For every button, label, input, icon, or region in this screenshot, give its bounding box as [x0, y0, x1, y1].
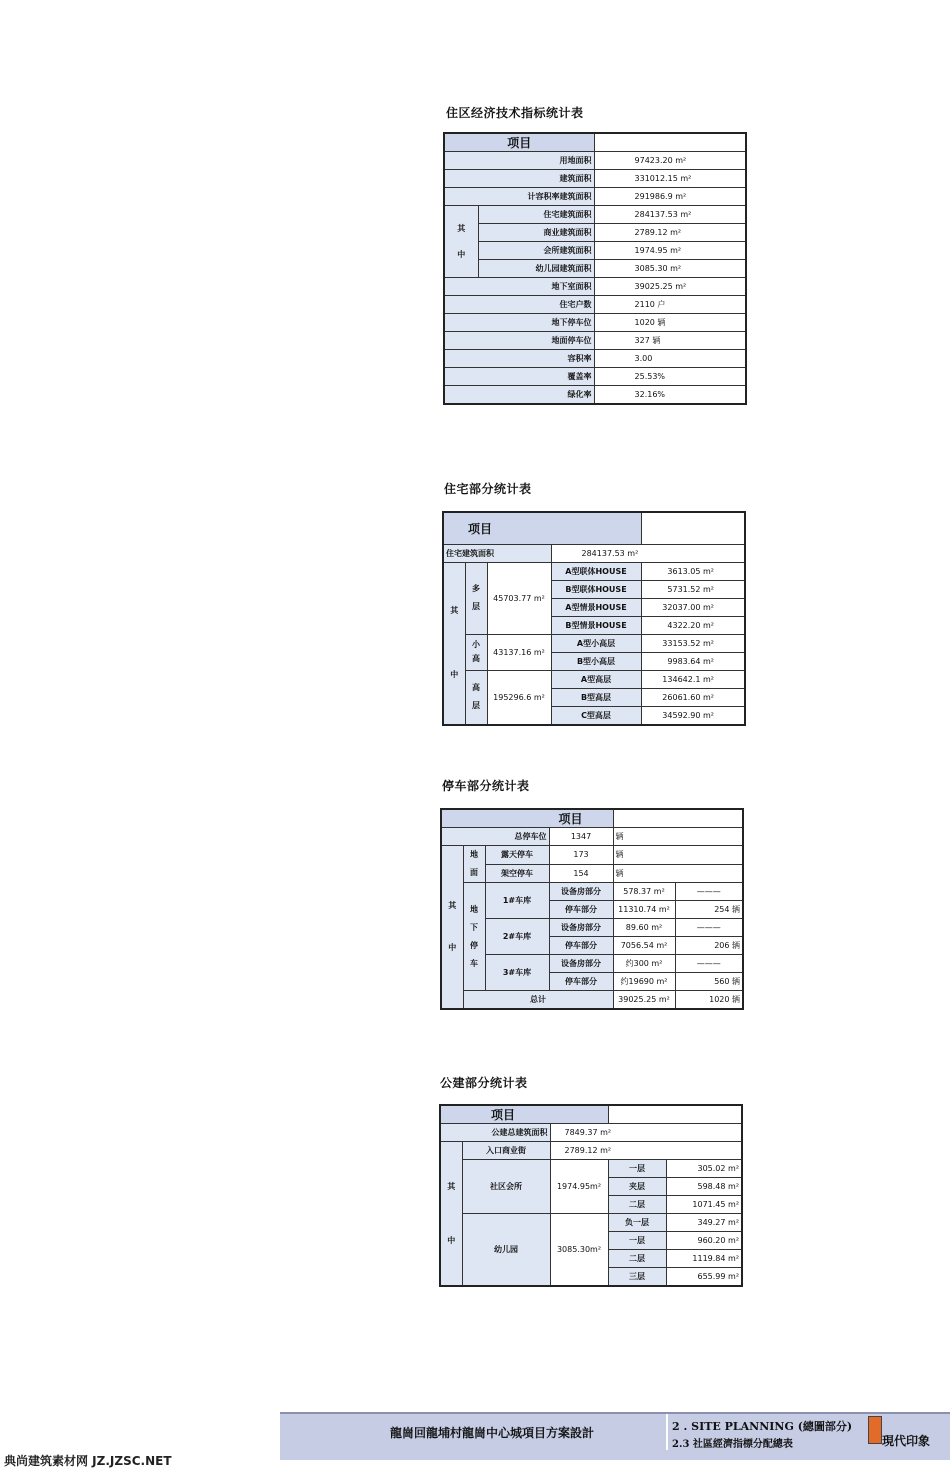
- floor-label: 二层: [608, 1196, 666, 1214]
- residential-table: [442, 511, 746, 726]
- equip-label: 设备房部分: [549, 919, 613, 937]
- equip-label: 设备房部分: [549, 955, 613, 973]
- item-value: 5731.52 m²: [641, 580, 745, 598]
- equip-value: 约300 m²: [613, 955, 675, 973]
- item-label: A型小高层: [551, 634, 641, 652]
- group-name: 多 层: [465, 562, 487, 634]
- row-label: 建筑面积: [444, 170, 594, 188]
- underground-label: 地 下 停 车: [463, 883, 485, 991]
- floor-label: 二层: [608, 1250, 666, 1268]
- header-blank: [613, 809, 743, 828]
- row-label: 计容积率建筑面积: [444, 188, 594, 206]
- floor-value: 598.48 m²: [666, 1178, 742, 1196]
- item-label: A型高层: [551, 670, 641, 688]
- floor-label: 负一层: [608, 1214, 666, 1232]
- row-label: 地下停车位: [444, 314, 594, 332]
- shop-label: 入口商业街: [462, 1142, 550, 1160]
- row-label: 覆盖率: [444, 368, 594, 386]
- group-area: 43137.16 m²: [487, 634, 551, 670]
- row-label: 露天停车: [485, 846, 549, 865]
- item-value: 4322.20 m²: [641, 616, 745, 634]
- item-value: 32037.00 m²: [641, 598, 745, 616]
- floor-value: 655.99 m²: [666, 1268, 742, 1287]
- floor-value: 960.20 m²: [666, 1232, 742, 1250]
- lot-label: 1#车库: [485, 883, 549, 919]
- parking-table: [440, 808, 744, 1010]
- group-name: 高 层: [465, 670, 487, 725]
- row-value: 154: [549, 864, 613, 883]
- club-label: 社区会所: [462, 1160, 550, 1214]
- item-label: B型高层: [551, 688, 641, 706]
- park-label: 停车部分: [549, 937, 613, 955]
- header-blank: [641, 512, 745, 544]
- dash: ———: [675, 919, 743, 937]
- total-label: 总停车位: [441, 828, 549, 846]
- row-label: 住宅户数: [444, 296, 594, 314]
- row-label: 用地面积: [444, 152, 594, 170]
- economic-indicators-table: [443, 132, 747, 405]
- equip-value: 578.37 m²: [613, 883, 675, 901]
- row-value: 1020 辆: [594, 314, 746, 332]
- item-label: B型联体HOUSE: [551, 580, 641, 598]
- total-label: 公建总建筑面积: [440, 1124, 550, 1142]
- row-label: 住宅建筑面积: [478, 206, 594, 224]
- floor-label: 一层: [608, 1160, 666, 1178]
- park-label: 停车部分: [549, 901, 613, 919]
- lot-label: 2#车库: [485, 919, 549, 955]
- floor-label: 一层: [608, 1232, 666, 1250]
- row-value: 331012.15 m²: [594, 170, 746, 188]
- row-value: 2789.12 m²: [594, 224, 746, 242]
- park-count: 560 辆: [675, 973, 743, 991]
- item-label: B型小高层: [551, 652, 641, 670]
- park-value: 11310.74 m²: [613, 901, 675, 919]
- group-area: 195296.6 m²: [487, 670, 551, 725]
- watermark-text: 典尚建筑素材网 JZ.JZSC.NET: [4, 1454, 172, 1468]
- floor-value: 1119.84 m²: [666, 1250, 742, 1268]
- row-value: 25.53%: [594, 368, 746, 386]
- brand-logo-icon: [868, 1416, 882, 1444]
- row-value: 1974.95 m²: [594, 242, 746, 260]
- total-unit: 辆: [613, 828, 743, 846]
- table3-title: 停车部分统计表: [442, 779, 530, 793]
- equip-value: 89.60 m²: [613, 919, 675, 937]
- brand-name: 現代印象: [882, 1434, 931, 1448]
- header-item: 项目: [443, 512, 641, 544]
- row-value: 291986.9 m²: [594, 188, 746, 206]
- item-value: 9983.64 m²: [641, 652, 745, 670]
- item-label: C型高层: [551, 706, 641, 725]
- row-value: 97423.20 m²: [594, 152, 746, 170]
- row-value: 39025.25 m²: [594, 278, 746, 296]
- park-value: 7056.54 m²: [613, 937, 675, 955]
- floor-value: 305.02 m²: [666, 1160, 742, 1178]
- row-label: 幼儿园建筑面积: [478, 260, 594, 278]
- row-label: 绿化率: [444, 386, 594, 405]
- floor-label: 夹层: [608, 1178, 666, 1196]
- row-unit: 辆: [613, 864, 743, 883]
- row-value: 32.16%: [594, 386, 746, 405]
- dash: ———: [675, 955, 743, 973]
- item-value: 34592.90 m²: [641, 706, 745, 725]
- equip-label: 设备房部分: [549, 883, 613, 901]
- public-building-table: [439, 1104, 743, 1287]
- header-item: 项目: [444, 133, 594, 152]
- shop-value: 2789.12 m²: [550, 1142, 742, 1160]
- item-label: A型情景HOUSE: [551, 598, 641, 616]
- total-label: 住宅建筑面积: [443, 544, 551, 562]
- total-value: 1347: [549, 828, 613, 846]
- park-value: 约19690 m²: [613, 973, 675, 991]
- group-label: 其 中: [441, 846, 463, 1010]
- club-area: 1974.95m²: [550, 1160, 608, 1214]
- row-label: 架空停车: [485, 864, 549, 883]
- total-value: 7849.37 m²: [550, 1124, 742, 1142]
- table1-title: 住区经济技术指标统计表: [446, 106, 584, 120]
- row-unit: 辆: [613, 846, 743, 865]
- group-label: 其 中: [440, 1142, 462, 1287]
- group-area: 45703.77 m²: [487, 562, 551, 634]
- dash: ———: [675, 883, 743, 901]
- ground-label: 地 面: [463, 846, 485, 883]
- park-count: 254 辆: [675, 901, 743, 919]
- row-value: 2110 户: [594, 296, 746, 314]
- total-value: 284137.53 m²: [551, 544, 745, 562]
- row-label: 商业建筑面积: [478, 224, 594, 242]
- park-count: 206 辆: [675, 937, 743, 955]
- lot-label: 3#车库: [485, 955, 549, 991]
- item-value: 3613.05 m²: [641, 562, 745, 580]
- row-value: 3.00: [594, 350, 746, 368]
- header-blank: [608, 1105, 742, 1124]
- item-value: 134642.1 m²: [641, 670, 745, 688]
- group-label: 其 中: [443, 562, 465, 725]
- section-heading: 2 . SITE PLANNING (總圖部分): [672, 1420, 853, 1433]
- floor-value: 349.27 m²: [666, 1214, 742, 1232]
- sum-area: 39025.25 m²: [613, 991, 675, 1010]
- row-value: 284137.53 m²: [594, 206, 746, 224]
- item-value: 33153.52 m²: [641, 634, 745, 652]
- row-label: 地下室面积: [444, 278, 594, 296]
- group-label: 其 中: [444, 206, 478, 278]
- item-value: 26061.60 m²: [641, 688, 745, 706]
- kindergarten-area: 3085.30m²: [550, 1214, 608, 1287]
- park-label: 停车部分: [549, 973, 613, 991]
- header-blank: [594, 133, 746, 152]
- row-label: 会所建筑面积: [478, 242, 594, 260]
- sum-count: 1020 辆: [675, 991, 743, 1010]
- project-title: 龍崗回龍埔村龍崗中心城項目方案設計: [390, 1426, 595, 1440]
- section-subheading: 2.3 社區經濟指標分配總表: [672, 1439, 793, 1450]
- table2-title: 住宅部分统计表: [444, 482, 532, 496]
- header-item: 项目: [440, 1105, 608, 1124]
- item-label: B型情景HOUSE: [551, 616, 641, 634]
- kindergarten-label: 幼儿园: [462, 1214, 550, 1287]
- item-label: A型联体HOUSE: [551, 562, 641, 580]
- row-value: 173: [549, 846, 613, 865]
- row-label: 地面停车位: [444, 332, 594, 350]
- row-label: 容积率: [444, 350, 594, 368]
- header-item: 项目: [441, 809, 613, 828]
- row-value: 327 辆: [594, 332, 746, 350]
- floor-value: 1071.45 m²: [666, 1196, 742, 1214]
- group-name: 小 高: [465, 634, 487, 670]
- sum-label: 总计: [463, 991, 613, 1010]
- floor-label: 三层: [608, 1268, 666, 1287]
- table4-title: 公建部分统计表: [440, 1076, 528, 1090]
- row-value: 3085.30 m²: [594, 260, 746, 278]
